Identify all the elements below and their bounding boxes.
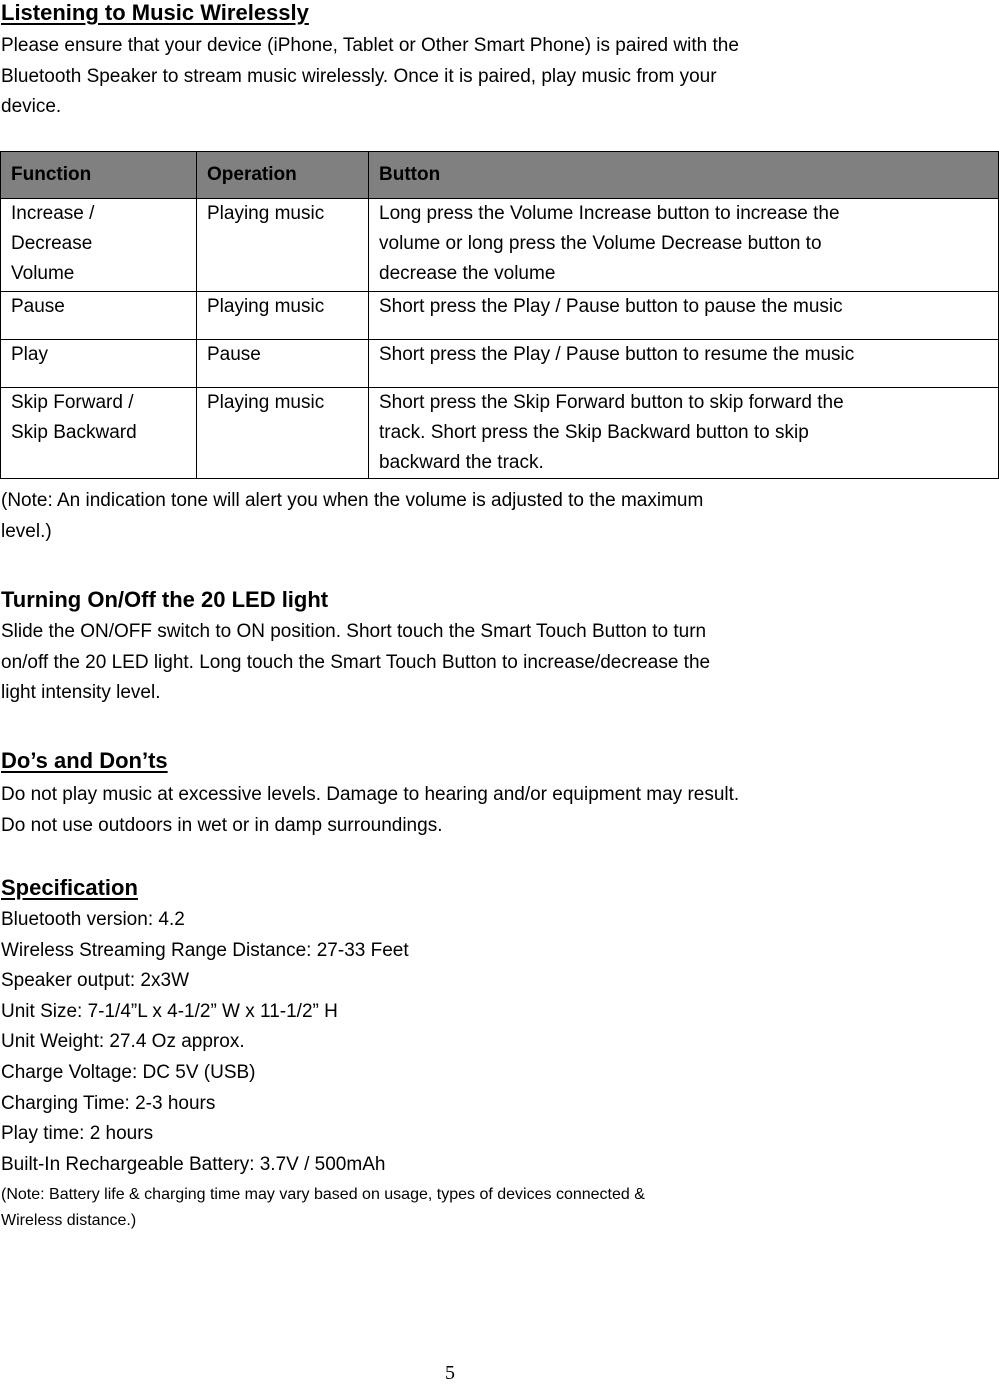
operation-cell: Playing music [197,388,369,479]
spec-item: Unit Weight: 27.4 Oz approx. [1,1031,245,1053]
function-cell: Increase / Decrease Volume [1,199,197,292]
dos-title: Do’s and Don’ts [1,748,168,773]
spec-item: Play time: 2 hours [1,1123,154,1145]
function-cell: Play [1,340,197,388]
spec-item: Unit Size: 7-1/4”L x 4-1/2” W x 11-1/2” H [1,1000,338,1022]
spec-item: Speaker output: 2x3W [1,970,189,992]
table-row [1,292,999,340]
volume-note: (Note: An indication tone will alert you when the volume is adjusted to the maximum level.) [1,490,704,542]
spec-list [1,905,409,1180]
table-row [1,340,999,388]
listening-title: Listening to Music Wirelessly [1,0,309,25]
header-operation: Operation [197,152,369,199]
battery-note: (Note: Battery life & charging time may vary based on usage, types of devices connected & Wireless distance.) [1,1186,645,1229]
table-header-row [1,152,999,199]
button-cell: Short press the Play / Pause button to resume the music [369,340,999,388]
dos-body: Do not play music at excessive levels. Damage to hearing and/or equipment may result. Do not use outdoors in wet or in damp surroundings. [1,784,740,836]
spec-item: Charge Voltage: DC 5V (USB) [1,1061,256,1083]
function-cell: Pause [1,292,197,340]
listening-body [1,31,899,123]
listening-body-line: Please ensure that your device (iPhone, Tablet or Other Smart Phone) is paired with the [1,35,739,56]
operations-table [0,151,999,479]
spec-item: Built-In Rechargeable Battery: 3.7V / 500mAh [1,1153,386,1175]
led-body: Slide the ON/OFF switch to ON position. Short touch the Smart Touch Button to turn on/off the 20 LED light. Long touch the Smart Touch Button to increase/decrease the light intensity level. [1,621,711,703]
listening-body-line: device. [1,96,62,117]
spec-item: Bluetooth version: 4.2 [1,909,185,930]
header-button: Button [369,152,999,199]
spec-item: Wireless Streaming Range Distance: 27-33 Feet [1,939,409,961]
table-row [1,199,999,292]
operation-cell: Pause [197,340,369,388]
button-cell: Short press the Play / Pause button to pause the music [369,292,999,340]
led-title: Turning On/Off the 20 LED light [1,587,329,612]
button-cell: Long press the Volume Increase button to increase the volume or long press the Volume Decrease button to decrease the volume [369,199,999,292]
operation-cell: Playing music [197,292,369,340]
table-row [1,388,999,479]
header-function: Function [1,152,197,199]
operation-cell: Playing music [197,199,369,292]
spec-title: Specification [1,875,138,900]
listening-body-line: Bluetooth Speaker to stream music wirelessly. Once it is paired, play music from your [1,65,717,87]
button-cell: Short press the Skip Forward button to skip forward the track. Short press the Skip Backward button to skip backward the track. [369,388,999,479]
function-cell: Skip Forward / Skip Backward [1,388,197,479]
spec-item: Charging Time: 2-3 hours [1,1092,216,1114]
page-number: 5 [445,1362,455,1384]
